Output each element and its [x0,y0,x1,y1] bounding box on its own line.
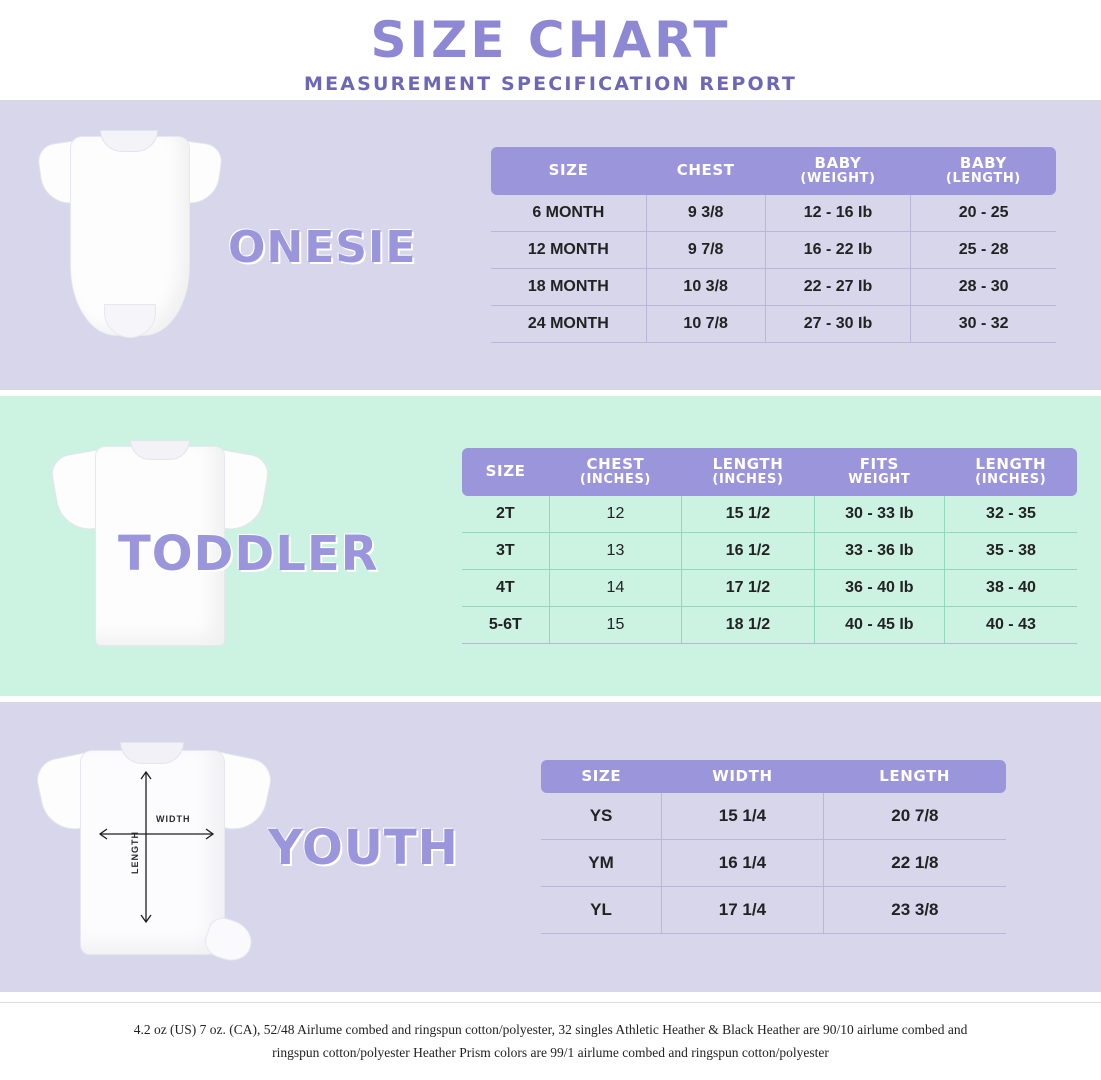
toddler-artwork-column [0,396,462,696]
cell-chest: 10 3/8 [646,269,765,306]
column-header-main: SIZE [548,161,589,180]
column-header-main: SIZE [485,462,526,481]
cell-length: 16 1/2 [682,533,815,570]
column-header-main: BABY [814,153,862,172]
cell-chest: 9 7/8 [646,232,765,269]
garment-label-youth: YOUTH [268,820,459,876]
cell-length: 15 1/2 [682,496,815,533]
cell-size: 12 MONTH [491,232,646,269]
table-row [462,496,1077,533]
cell-size: 2T [462,496,549,533]
column-header-main: LENGTH [975,454,1047,473]
cell-weight: 22 - 27 Ib [765,269,911,306]
toddler-table-head [462,448,1077,496]
column-header-main: LENGTH [712,454,784,473]
measurement-diagram [38,724,273,974]
cell-chest: 9 3/8 [646,195,765,232]
cell-length: 20 - 25 [911,195,1056,232]
cell-size: 5-6T [462,607,549,644]
cell-length: 17 1/2 [682,570,815,607]
youth-tshirt-illustration [38,724,273,974]
column-header [662,760,824,793]
section-toddler [0,396,1101,696]
cell-size: 6 MONTH [491,195,646,232]
cell-size: 3T [462,533,549,570]
cell-fits-weight: 30 - 33 Ib [814,496,944,533]
toddler-table-column [462,448,1101,644]
cell-width: 16 1/4 [662,840,824,887]
table-row [541,840,1006,887]
toddler-table-body [462,496,1077,644]
onesie-illustration [38,118,223,376]
footer-line-1: 4.2 oz (US) 7 oz. (CA), 52/48 Airlume combed and ringspun cotton/polyester, 32 singles Athletic Heather & Black Heather are 90/10 airlume combed and [133,1021,968,1037]
column-header-sub: (INCHES) [712,472,784,488]
footer [0,1002,1101,1080]
column-header-main: FITS [859,454,899,473]
youth-table-head [541,760,1006,793]
column-header-main: LENGTH [879,766,951,785]
column-header [549,448,682,496]
column-header-sub: (INCHES) [579,472,651,488]
cell-length: 28 - 30 [911,269,1056,306]
table-row [491,232,1056,269]
cell-length: 23 3/8 [823,887,1006,934]
cell-weight: 27 - 30 Ib [765,306,911,343]
youth-table-column [470,760,1101,934]
table-header-row [491,147,1056,195]
cell-size: YM [541,840,662,887]
column-header [814,448,944,496]
page-title: SIZE CHART [370,11,731,69]
onesie-artwork-column [0,100,470,390]
cell-length-inches: 35 - 38 [944,533,1077,570]
footer-line-2: ringspun cotton/polyester Heather Prism colors are 99/1 airlume combed and ringspun cotton/polyester [272,1044,829,1060]
cell-width: 15 1/4 [662,793,824,840]
cell-chest: 13 [549,533,682,570]
cell-size: 4T [462,570,549,607]
section-youth [0,702,1101,992]
cell-width: 17 1/4 [662,887,824,934]
column-header-sub: (INCHES) [975,472,1047,488]
cell-chest: 12 [549,496,682,533]
column-header-sub: WEIGHT [848,472,911,488]
table-header-row [462,448,1077,496]
cell-length-inches: 32 - 35 [944,496,1077,533]
cell-chest: 10 7/8 [646,306,765,343]
cell-fits-weight: 36 - 40 Ib [814,570,944,607]
cell-length: 30 - 32 [911,306,1056,343]
cell-length: 25 - 28 [911,232,1056,269]
onesie-table-head [491,147,1056,195]
column-header [491,147,646,195]
cell-length: 22 1/8 [823,840,1006,887]
page-subtitle: MEASUREMENT SPECIFICATION REPORT [303,72,798,95]
column-header [944,448,1077,496]
column-header-main: BABY [959,153,1007,172]
footer-text [134,1019,968,1065]
cell-fits-weight: 33 - 36 Ib [814,533,944,570]
column-header-sub: (LENGTH) [945,171,1021,187]
table-row [541,887,1006,934]
cell-length-inches: 38 - 40 [944,570,1077,607]
table-header-row [541,760,1006,793]
column-header [765,147,911,195]
cell-length-inches: 40 - 43 [944,607,1077,644]
garment-label-onesie: ONESIE [228,222,417,273]
toddler-size-table [462,448,1077,644]
section-onesie [0,100,1101,390]
youth-table-body [541,793,1006,934]
cell-length: 20 7/8 [823,793,1006,840]
garment-label-toddler: TODDLER [118,526,379,582]
table-row [462,533,1077,570]
column-header [682,448,815,496]
column-header-main: SIZE [581,766,622,785]
column-header-main: CHEST [676,161,735,180]
table-row [491,269,1056,306]
onesie-table-column [470,147,1101,343]
table-row [491,195,1056,232]
youth-artwork-column [0,702,470,992]
cell-length: 18 1/2 [682,607,815,644]
width-label: WIDTH [156,814,191,824]
table-row [462,607,1077,644]
cell-chest: 14 [549,570,682,607]
cell-weight: 16 - 22 Ib [765,232,911,269]
column-header-main: CHEST [586,454,645,473]
column-header-sub: (WEIGHT) [800,171,876,187]
table-row [541,793,1006,840]
onesie-size-table [491,147,1056,343]
cell-chest: 15 [549,607,682,644]
column-header [823,760,1006,793]
length-label: LENGTH [130,831,140,874]
onesie-table-body [491,195,1056,343]
cell-weight: 12 - 16 Ib [765,195,911,232]
column-header [911,147,1056,195]
table-row [491,306,1056,343]
cell-size: 18 MONTH [491,269,646,306]
youth-size-table [541,760,1006,934]
cell-size: YS [541,793,662,840]
page-header [0,0,1101,100]
column-header [462,448,549,496]
table-row [462,570,1077,607]
cell-size: 24 MONTH [491,306,646,343]
cell-size: YL [541,887,662,934]
column-header-main: WIDTH [712,766,773,785]
column-header [541,760,662,793]
column-header [646,147,765,195]
cell-fits-weight: 40 - 45 Ib [814,607,944,644]
